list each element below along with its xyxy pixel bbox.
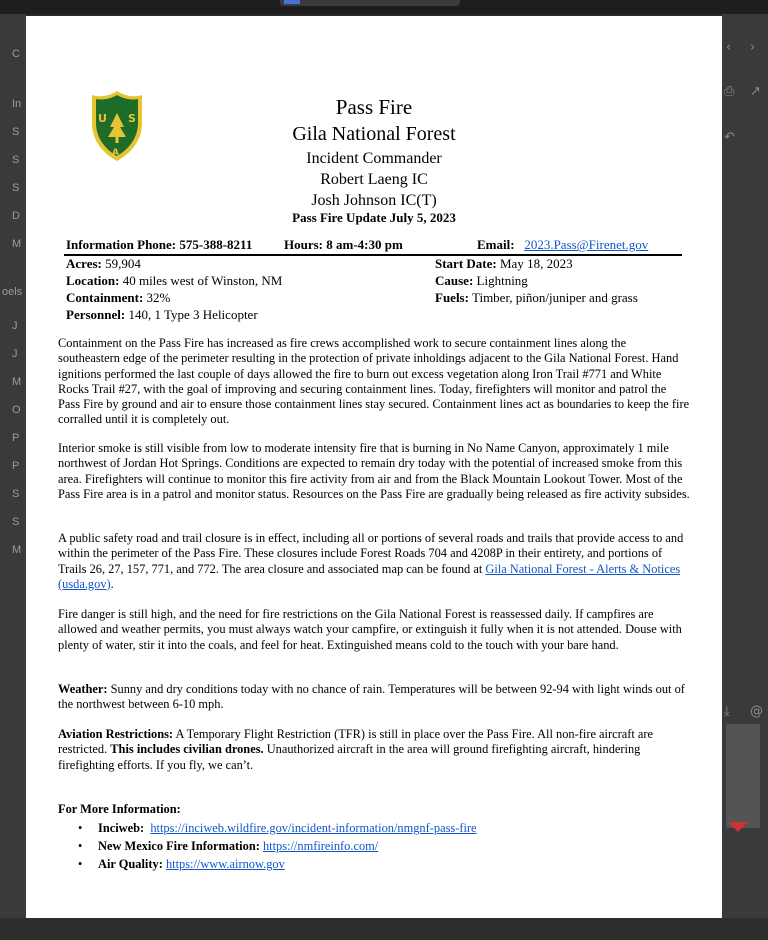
alerts-notices-link[interactable]: Gila National Forest - Alerts & Notices (usda.gov)	[58, 561, 681, 591]
fact-value: Timber, piñon/juniper and grass	[471, 290, 638, 305]
svg-text:U: U	[98, 112, 107, 125]
bullet-icon: •	[78, 857, 83, 871]
fact-label: Personnel:	[66, 307, 126, 322]
list-item	[78, 855, 477, 873]
attachment-icon[interactable]: @	[750, 704, 763, 719]
background-sidebar-item[interactable]: M	[12, 544, 22, 556]
info-phone	[66, 237, 252, 253]
background-sidebar-item[interactable]: S	[12, 154, 20, 166]
forest-name: Gila National Forest	[292, 123, 456, 145]
background-sidebar-item[interactable]: P	[12, 460, 20, 472]
background-sidebar-item[interactable]: M	[12, 376, 22, 388]
fact-fuels	[435, 289, 638, 306]
fact-containment	[66, 289, 282, 306]
air-quality-link[interactable]: https://www.airnow.gov	[165, 857, 285, 871]
background-tab-accent	[284, 0, 300, 4]
email-label: Email:	[477, 237, 515, 252]
fact-label: Fuels:	[435, 290, 469, 305]
bullet-icon: •	[78, 839, 83, 853]
inciweb-label: Inciweb:	[98, 821, 145, 835]
weather-text: Sunny and dry conditions today with no chance of rain. Temperatures will be between 92-94 with light winds out of the northwest between 6-10 mph.	[58, 682, 685, 712]
background-sidebar-item[interactable]: C	[12, 48, 20, 60]
paragraph-aviation	[58, 727, 690, 773]
bullet-icon: •	[78, 821, 83, 835]
info-email	[477, 237, 648, 253]
facts-left	[66, 255, 282, 323]
more-info-heading: For More Information:	[58, 802, 181, 816]
fact-location	[66, 272, 282, 289]
fact-label: Location:	[66, 273, 120, 288]
paragraph-fire-danger: Fire danger is still high, and the need for fire restrictions on the Gila National Forest is reassessed daily. If campfires are allowed and weather permits, you must always watch your campfire, or extinguish it fully when it is not attended. Douse with plenty of water, stir it into the coals, and feel for heat. Extinguished means cold to the touch with your bare hand.	[58, 607, 682, 652]
background-right-panel	[722, 14, 768, 940]
commander-role: Incident Commander	[306, 150, 442, 167]
nm-fire-info-label: New Mexico Fire Information:	[98, 839, 260, 853]
fact-value: Lightning	[476, 273, 528, 288]
weather-label: Weather:	[58, 682, 108, 696]
background-tab[interactable]	[280, 0, 460, 6]
background-sidebar	[0, 14, 26, 940]
list-item	[78, 819, 477, 837]
flag-icon	[728, 822, 748, 832]
background-sidebar-item[interactable]: S	[12, 516, 20, 528]
fact-label: Cause:	[435, 273, 474, 288]
background-sidebar-item[interactable]: In	[12, 98, 22, 110]
fact-cause	[435, 272, 638, 289]
document-title: Pass Fire	[335, 95, 413, 119]
more-info-list	[78, 819, 477, 873]
print-icon[interactable]: ⎙	[724, 84, 735, 99]
phone-number: 575-388-8211	[179, 237, 253, 252]
background-sidebar-item[interactable]: D	[12, 210, 20, 222]
background-top-bar	[0, 0, 768, 14]
fact-value: 40 miles west of Winston, NM	[122, 273, 283, 288]
info-hours	[284, 237, 403, 253]
background-sidebar-item[interactable]: M	[12, 238, 22, 250]
closure-end: .	[110, 576, 114, 591]
paragraph-weather	[58, 682, 690, 713]
reply-icon[interactable]: ↶	[724, 130, 735, 145]
paragraph-smoke: Interior smoke is still visible from low to moderate intensity fire that is burning in No Name Canyon, approximately 1 mile northwest of Jordan Hot Springs. Conditions are expected to remain dry today with the potential of increased smoke from this area. Firefighters will continue to monitor this fire activity from air and from the Black Mountain Lookout Tower. Most of the Pass Fire area is in a patrol and monitor status. Resources on the Pass Fire are gradually being released as fire activity subsides.	[58, 441, 690, 501]
fact-acres	[66, 255, 282, 272]
fact-personnel	[66, 306, 282, 323]
commander-name-1: Robert Laeng IC	[320, 171, 428, 188]
paragraph-closure	[58, 531, 690, 592]
background-sidebar-item[interactable]: J	[12, 320, 18, 332]
aviation-text-2: Unauthorized aircraft in the area will ground firefighting aircraft, hindering firefighting efforts. If you fly, we can’t.	[58, 742, 641, 772]
nm-fire-info-link[interactable]: https://nmfireinfo.com/	[262, 839, 379, 853]
fact-value: 140, 1 Type 3 Helicopter	[128, 307, 258, 322]
svg-text:A: A	[112, 148, 119, 158]
fact-label: Containment:	[66, 290, 144, 305]
background-sidebar-item[interactable]: P	[12, 432, 20, 444]
phone-label: Information Phone:	[66, 237, 177, 252]
fact-value: 59,904	[105, 256, 141, 271]
list-item	[78, 837, 477, 855]
aviation-drones: This includes civilian drones.	[110, 742, 264, 757]
paragraph-containment: Containment on the Pass Fire has increased as fire crews accomplished work to secure containment lines along the southeastern edge of the perimeter resulting in the protection of private inholdings adjacent to the Gila National Forest. Hand ignitions performed the last couple of days allowed the fire to burn out excess vegetation along Iron Trail #771 and White Rocks Trail #27, with the goal of improving and securing containment lines. Today, firefighters will monitor and patrol the Pass Fire by ground and air to ensure those containment lines stay secured. Containment lines act as boundaries to keep the fire corralled until it is completely out.	[58, 336, 690, 427]
background-sidebar-item[interactable]: S	[12, 182, 20, 194]
commander-name-2: Josh Johnson IC(T)	[311, 192, 437, 209]
chevron-right-icon[interactable]: ›	[750, 40, 756, 55]
background-sidebar-item[interactable]: S	[12, 126, 20, 138]
fact-label: Start Date:	[435, 256, 497, 271]
background-sidebar-item[interactable]: S	[12, 488, 20, 500]
aviation-text-1: A Temporary Flight Restriction (TFR) is still in place over the Pass Fire. All non-fire aircraft are restricted.	[58, 727, 654, 757]
fact-value: May 18, 2023	[499, 256, 573, 271]
air-quality-label: Air Quality:	[98, 857, 163, 871]
background-sidebar-label: oels	[2, 286, 23, 298]
background-bottom-bar	[0, 918, 768, 940]
office-hours: Hours: 8 am-4:30 pm	[284, 237, 403, 252]
aviation-label: Aviation Restrictions:	[58, 727, 174, 741]
open-external-icon[interactable]: ↗	[750, 84, 761, 99]
fact-start-date	[435, 255, 638, 272]
svg-text:S: S	[128, 112, 136, 125]
closure-text: A public safety road and trail closure is in effect, including all or portions of several roads and trails that provide access to and within the perimeter of the Pass Fire. These closures include Forest Roads 704 and 4208P in their entirety, and portions of Trails 26, 27, 157, 771, and 772. The area closure and associated map can be found at	[58, 531, 684, 576]
document-page	[26, 16, 722, 918]
background-sidebar-item[interactable]: J	[12, 348, 18, 360]
attachment-thumbnail[interactable]	[726, 724, 760, 828]
chevron-left-icon[interactable]: ‹	[726, 40, 732, 55]
email-link[interactable]: 2023.Pass@Firenet.gov	[524, 237, 649, 252]
update-date: Pass Fire Update July 5, 2023	[292, 210, 456, 225]
fact-value: 32%	[146, 290, 171, 305]
fact-label: Acres:	[66, 256, 102, 271]
facts-right	[435, 255, 638, 306]
download-icon[interactable]: ⤓	[724, 704, 730, 719]
background-sidebar-item[interactable]: O	[12, 404, 21, 416]
inciweb-link[interactable]: https://inciweb.wildfire.gov/incident-information/nmgnf-pass-fire	[150, 821, 477, 835]
